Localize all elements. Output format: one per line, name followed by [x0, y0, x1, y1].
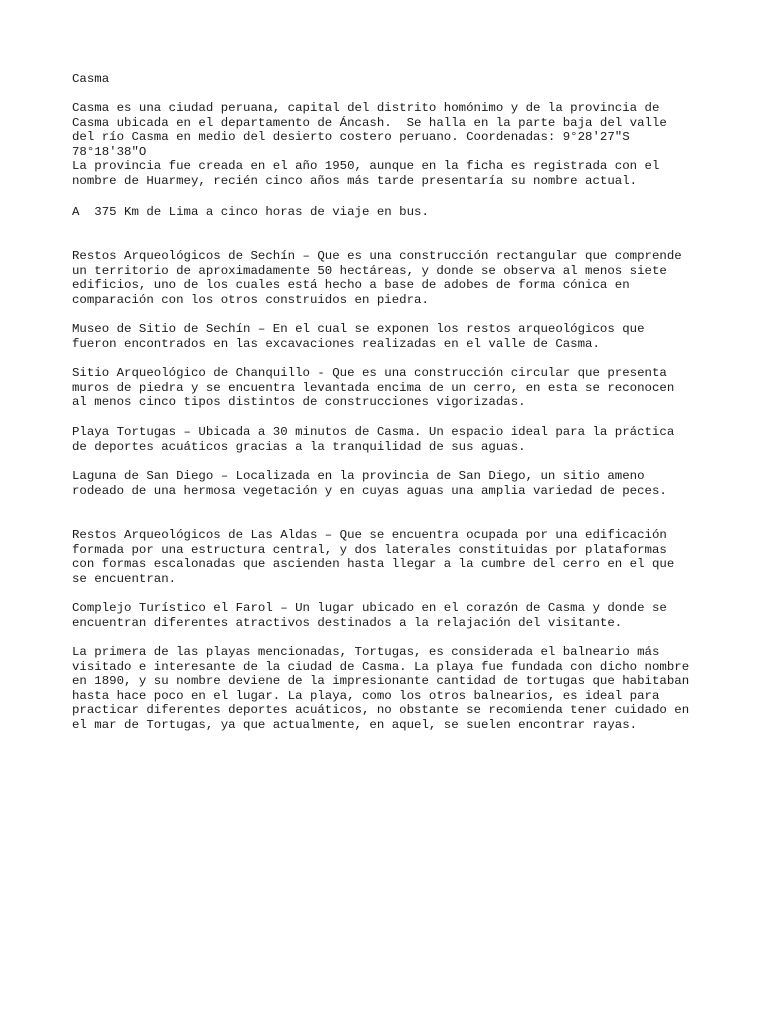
- paragraph-chanquillo: Sitio Arqueológico de Chanquillo - Que es una construcción circular que presenta muros de piedra y se encuentra levantada encima de un cerro, en esta se reconocen al menos cinco tipos distintos de construcciones vigorizadas.: [72, 366, 675, 410]
- paragraph-tortugas-beach: La primera de las playas mencionadas, Tortugas, es considerada el balneario más visitado e interesante de la ciudad de Casma. La playa fue fundada con dicho nombre en 1890, y su nombre deviene de la impresionante cantidad de tortugas que habitaban hasta hace poco en el lugar. La playa, como los otros balnearios, es ideal para practicar diferentes deportes acuáticos, no obstante se recomienda tener cuidado en el mar de Tortugas, ya que actualmente, en aquel, se suelen encontrar rayas.: [72, 645, 690, 732]
- document-title: Casma: [72, 72, 110, 86]
- paragraph-el-farol: Complejo Turístico el Farol – Un lugar ubicado en el corazón de Casma y donde se encuentran diferentes atractivos destinados a la relajación del visitante.: [72, 601, 667, 630]
- paragraph-intro: Casma es una ciudad peruana, capital del distrito homónimo y de la provincia de Casma ubicada en el departamento de Áncash. Se halla en la parte baja del valle del río Casma en medio del desierto costero peruano. Coordenadas: 9°28'27"S 78°18'38"O La provincia fue creada en el año 1950, aunque en la ficha es registrada con el nombre de Huarmey, recién cinco años más tarde presentaría su nombre actual.: [72, 101, 667, 188]
- paragraph-playa-tortugas: Playa Tortugas – Ubicada a 30 minutos de Casma. Un espacio ideal para la práctica de deportes acuáticos gracias a la tranquilidad de sus aguas.: [72, 425, 675, 454]
- paragraph-laguna-san-diego: Laguna de San Diego – Localizada en la provincia de San Diego, un sitio ameno rodeado de una hermosa vegetación y en cuyas aguas una amplia variedad de peces.: [72, 469, 667, 498]
- paragraph-las-aldas: Restos Arqueológicos de Las Aldas – Que se encuentra ocupada por una edificación formada por una estructura central, y dos laterales constituidas por plataformas con formas escalonadas que ascienden hasta llegar a la cumbre del cerro en el que se encuentran.: [72, 528, 675, 586]
- paragraph-distance: A 375 Km de Lima a cinco horas de viaje en bus.: [72, 205, 429, 219]
- paragraph-sechin-museum: Museo de Sitio de Sechín – En el cual se exponen los restos arqueológicos que fueron encontrados en las excavaciones realizadas en el valle de Casma.: [72, 322, 645, 351]
- paragraph-sechin-ruins: Restos Arqueológicos de Sechín – Que es una construcción rectangular que comprende un territorio de aproximadamente 50 hectáreas, y donde se observa al menos siete edificios, uno de los cuales está hecho a base de adobes de forma cónica en comparación con los otros construidos en piedra.: [72, 249, 682, 307]
